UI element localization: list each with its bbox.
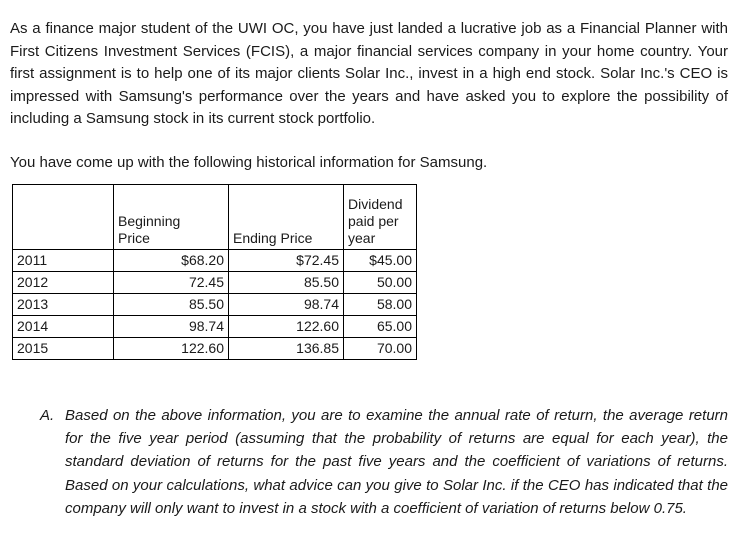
cell-ending-price: 98.74 xyxy=(229,294,344,316)
header-beginning-price: Beginning Price xyxy=(114,185,229,250)
cell-ending-price: 136.85 xyxy=(229,338,344,360)
cell-ending-price: 122.60 xyxy=(229,316,344,338)
cell-dividend: 65.00 xyxy=(344,316,417,338)
header-ending-price: Ending Price xyxy=(229,185,344,250)
cell-year: 2011 xyxy=(13,250,114,272)
cell-beginning-price: 122.60 xyxy=(114,338,229,360)
intro-paragraph: As a finance major student of the UWI OC, you have just landed a lucrative job as a Financial Planner with First Citizens Investment Services (FCIS), a major financial services company in your home country. Your first assignment is to help one of its major clients Solar Inc., invest in a high end stock. Solar Inc.'s CEO is impressed with Samsung's performance over the years and have asked you to explore the possibility of including a Samsung stock in its current stock portfolio. xyxy=(10,20,728,128)
cell-dividend: $45.00 xyxy=(344,250,417,272)
question-text: Based on the above information, you are to examine the annual rate of return, the average return for the five year period (assuming that the probability of returns are equal for each year), the standard deviation of returns for the past five years and the coefficient of variations of returns. Based on your calculations, what advice can you give to Solar Inc. if the CEO has indicated that the company will only want to invest in a stock with a coefficient of variation of returns below 0.75. xyxy=(65,407,728,517)
table-row xyxy=(13,250,417,272)
cell-dividend: 50.00 xyxy=(344,272,417,294)
cell-ending-price: $72.45 xyxy=(229,250,344,272)
question-letter: A. xyxy=(40,407,55,424)
cell-beginning-price: 98.74 xyxy=(114,316,229,338)
table-row xyxy=(13,338,417,360)
cell-year: 2012 xyxy=(13,272,114,294)
cell-beginning-price: 85.50 xyxy=(114,294,229,316)
question-a xyxy=(40,404,728,520)
samsung-history-table xyxy=(12,184,417,360)
table-row xyxy=(13,294,417,316)
cell-beginning-price: 72.45 xyxy=(114,272,229,294)
cell-year: 2014 xyxy=(13,316,114,338)
table-header-row xyxy=(13,185,417,250)
cell-year: 2015 xyxy=(13,338,114,360)
table-row xyxy=(13,272,417,294)
header-year xyxy=(13,185,114,250)
cell-dividend: 58.00 xyxy=(344,294,417,316)
table-row xyxy=(13,316,417,338)
cell-dividend: 70.00 xyxy=(344,338,417,360)
cell-beginning-price: $68.20 xyxy=(114,250,229,272)
lead-sentence: You have come up with the following historical information for Samsung. xyxy=(10,154,488,171)
cell-ending-price: 85.50 xyxy=(229,272,344,294)
cell-year: 2013 xyxy=(13,294,114,316)
header-dividend: Dividend paid per year xyxy=(344,185,417,250)
